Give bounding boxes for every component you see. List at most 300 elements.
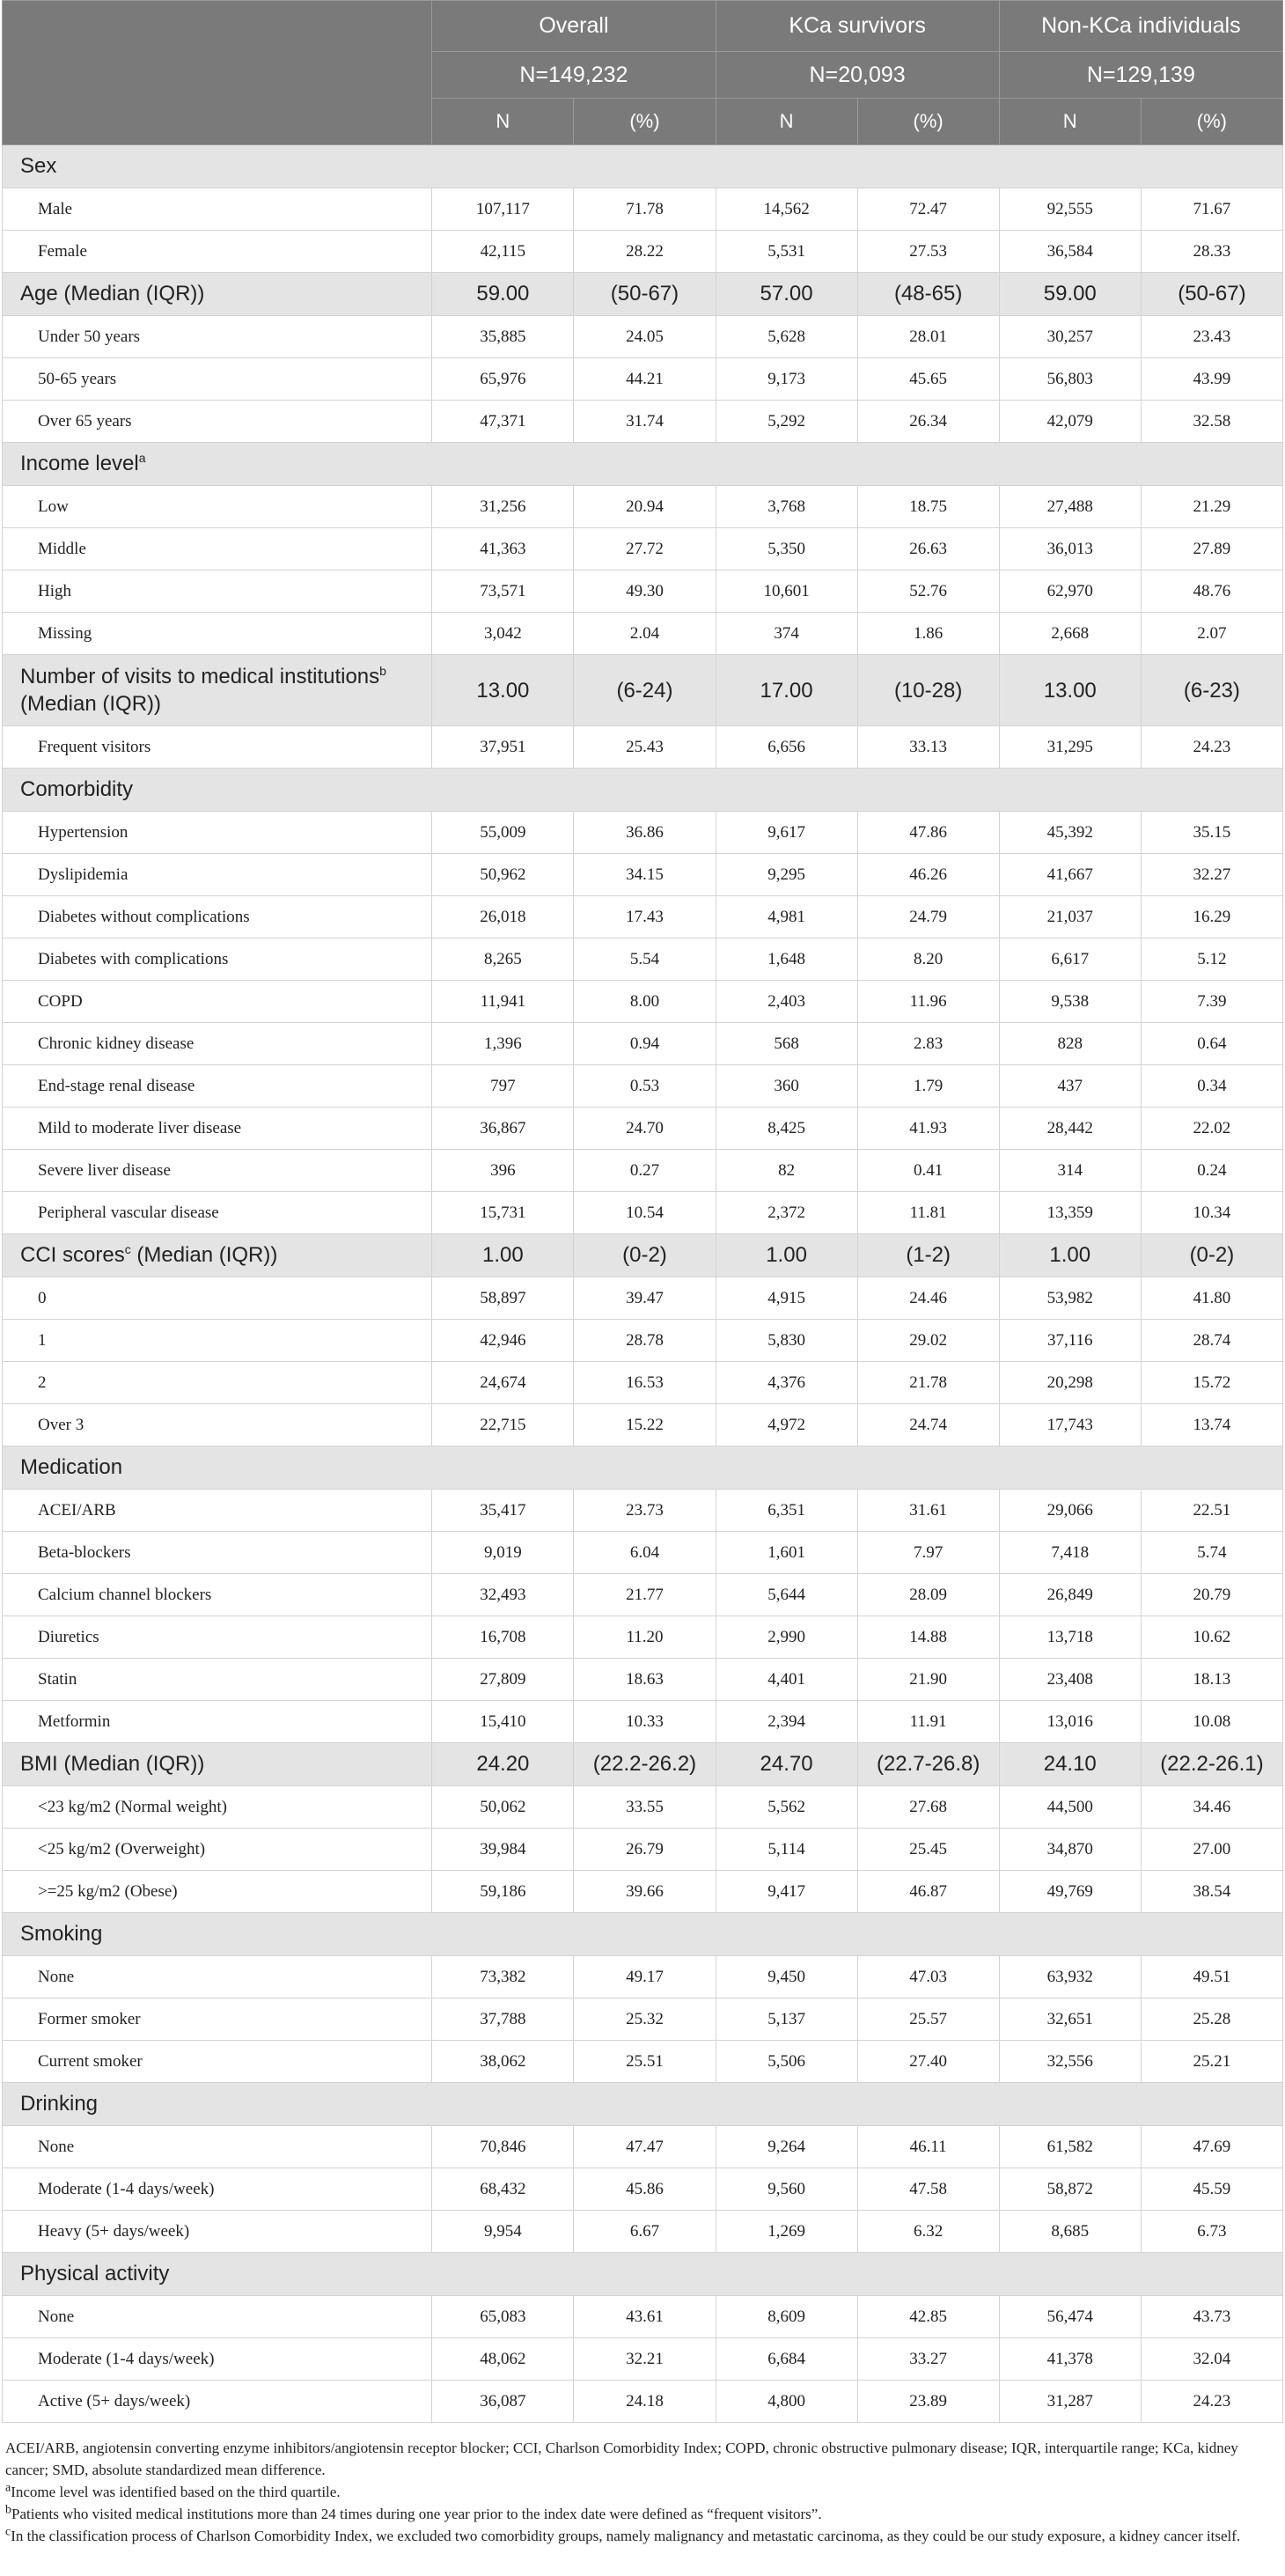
percent-cell: 22.51 — [1141, 1490, 1282, 1532]
table-row — [3, 854, 1283, 896]
count-cell: 27,809 — [432, 1659, 574, 1701]
median-summary-row — [3, 273, 1283, 316]
count-cell: 44,500 — [999, 1786, 1141, 1829]
iqr-value-cell: (0-2) — [574, 1234, 716, 1277]
percent-cell: 27.89 — [1141, 528, 1282, 570]
count-cell: 32,493 — [432, 1574, 574, 1616]
table-header — [3, 1, 1283, 145]
section-title — [3, 1446, 1283, 1490]
percent-cell: 2.07 — [1141, 613, 1282, 655]
section-title-text: Income level — [20, 452, 139, 475]
percent-cell: 26.63 — [857, 528, 999, 570]
count-cell: 437 — [999, 1065, 1141, 1108]
count-cell: 1,648 — [716, 938, 857, 981]
section-title — [3, 145, 1283, 188]
count-cell: 56,474 — [999, 2296, 1141, 2338]
percent-cell: 6.67 — [574, 2211, 716, 2253]
section-title — [3, 2253, 1283, 2296]
count-cell: 28,442 — [999, 1108, 1141, 1150]
count-cell: 42,115 — [432, 231, 574, 273]
count-cell: 4,915 — [716, 1277, 857, 1320]
percent-cell: 21.78 — [857, 1362, 999, 1404]
header-group-non-kca: Non-KCa individuals — [999, 1, 1282, 52]
percent-cell: 10.62 — [1141, 1616, 1282, 1659]
percent-cell: 28.78 — [574, 1320, 716, 1362]
table-row — [3, 1829, 1283, 1871]
table-row — [3, 1532, 1283, 1574]
percent-cell: 72.47 — [857, 188, 999, 231]
percent-cell: 24.18 — [574, 2381, 716, 2423]
count-cell: 22,715 — [432, 1404, 574, 1446]
percent-cell: 18.13 — [1141, 1659, 1282, 1701]
count-cell: 9,417 — [716, 1871, 857, 1913]
header-sub-n: N — [999, 99, 1141, 145]
percent-cell: 31.61 — [857, 1490, 999, 1532]
percent-cell: 41.93 — [857, 1108, 999, 1150]
median-summary-row — [3, 655, 1283, 726]
table-row — [3, 2296, 1283, 2338]
count-cell: 9,019 — [432, 1532, 574, 1574]
iqr-value-cell: (22.2-26.2) — [574, 1743, 716, 1786]
count-cell: 15,731 — [432, 1192, 574, 1234]
percent-cell: 25.32 — [574, 1998, 716, 2041]
row-label: Frequent visitors — [3, 726, 432, 769]
count-cell: 5,628 — [716, 316, 857, 358]
percent-cell: 16.53 — [574, 1362, 716, 1404]
count-cell: 9,264 — [716, 2126, 857, 2168]
percent-cell: 0.27 — [574, 1150, 716, 1192]
percent-cell: 2.04 — [574, 613, 716, 655]
percent-cell: 48.76 — [1141, 570, 1282, 613]
table-row — [3, 812, 1283, 854]
percent-cell: 32.27 — [1141, 854, 1282, 896]
iqr-value-cell: (0-2) — [1141, 1234, 1282, 1277]
count-cell: 396 — [432, 1150, 574, 1192]
iqr-value-cell: (22.7-26.8) — [857, 1743, 999, 1786]
table-row — [3, 1490, 1283, 1532]
count-cell: 70,846 — [432, 2126, 574, 2168]
table-row — [3, 1108, 1283, 1150]
count-cell: 9,617 — [716, 812, 857, 854]
median-summary-row — [3, 1234, 1283, 1277]
count-cell: 32,556 — [999, 2041, 1141, 2083]
count-cell: 65,083 — [432, 2296, 574, 2338]
count-cell: 14,562 — [716, 188, 857, 231]
count-cell: 37,116 — [999, 1320, 1141, 1362]
count-cell: 31,287 — [999, 2381, 1141, 2423]
row-label: Former smoker — [3, 1998, 432, 2041]
percent-cell: 17.43 — [574, 896, 716, 938]
row-label: Metformin — [3, 1701, 432, 1743]
count-cell: 3,042 — [432, 613, 574, 655]
count-cell: 39,984 — [432, 1829, 574, 1871]
section-title — [3, 2083, 1283, 2126]
count-cell: 2,990 — [716, 1616, 857, 1659]
percent-cell: 5.74 — [1141, 1532, 1282, 1574]
count-cell: 26,849 — [999, 1574, 1141, 1616]
count-cell: 47,371 — [432, 401, 574, 443]
section-title-text: Physical activity — [20, 2262, 170, 2285]
section-title-text: Medication — [20, 1455, 123, 1479]
percent-cell: 1.86 — [857, 613, 999, 655]
header-count-overall: N=149,232 — [432, 52, 716, 99]
percent-cell: 21.29 — [1141, 486, 1282, 528]
percent-cell: 2.83 — [857, 1023, 999, 1065]
row-label: Male — [3, 188, 432, 231]
percent-cell: 32.58 — [1141, 401, 1282, 443]
footnote-b — [5, 2503, 1280, 2525]
count-cell: 5,506 — [716, 2041, 857, 2083]
iqr-value-cell: (48-65) — [857, 273, 999, 316]
table-row — [3, 1320, 1283, 1362]
median-value-cell: 24.20 — [432, 1743, 574, 1786]
count-cell: 56,803 — [999, 358, 1141, 401]
count-cell: 59,186 — [432, 1871, 574, 1913]
median-row-label — [3, 1234, 432, 1277]
percent-cell: 25.45 — [857, 1829, 999, 1871]
count-cell: 41,363 — [432, 528, 574, 570]
count-cell: 11,941 — [432, 981, 574, 1023]
table-row — [3, 2338, 1283, 2381]
count-cell: 21,037 — [999, 896, 1141, 938]
row-label: ACEI/ARB — [3, 1490, 432, 1532]
count-cell: 360 — [716, 1065, 857, 1108]
iqr-value-cell: (50-67) — [574, 273, 716, 316]
percent-cell: 24.79 — [857, 896, 999, 938]
section-title-text: Sex — [20, 154, 57, 178]
row-label: Calcium channel blockers — [3, 1574, 432, 1616]
count-cell: 27,488 — [999, 486, 1141, 528]
percent-cell: 6.73 — [1141, 2211, 1282, 2253]
median-value-cell: 13.00 — [432, 655, 574, 726]
table-row — [3, 726, 1283, 769]
count-cell: 9,173 — [716, 358, 857, 401]
table-row — [3, 1150, 1283, 1192]
count-cell: 797 — [432, 1065, 574, 1108]
percent-cell: 25.51 — [574, 2041, 716, 2083]
percent-cell: 21.90 — [857, 1659, 999, 1701]
table-row — [3, 1065, 1283, 1108]
row-label: Heavy (5+ days/week) — [3, 2211, 432, 2253]
count-cell: 9,560 — [716, 2168, 857, 2211]
count-cell: 41,667 — [999, 854, 1141, 896]
percent-cell: 24.23 — [1141, 726, 1282, 769]
iqr-value-cell: (6-24) — [574, 655, 716, 726]
header-sub-n: N — [716, 99, 857, 145]
section-title — [3, 1913, 1283, 1956]
percent-cell: 25.28 — [1141, 1998, 1282, 2041]
count-cell: 13,016 — [999, 1701, 1141, 1743]
percent-cell: 43.61 — [574, 2296, 716, 2338]
count-cell: 9,954 — [432, 2211, 574, 2253]
count-cell: 58,897 — [432, 1277, 574, 1320]
iqr-value-cell: (10-28) — [857, 655, 999, 726]
row-label: Middle — [3, 528, 432, 570]
percent-cell: 24.46 — [857, 1277, 999, 1320]
count-cell: 4,401 — [716, 1659, 857, 1701]
row-label: 2 — [3, 1362, 432, 1404]
header-sub-pct: (%) — [857, 99, 999, 145]
count-cell: 10,601 — [716, 570, 857, 613]
row-label: Over 65 years — [3, 401, 432, 443]
percent-cell: 47.47 — [574, 2126, 716, 2168]
row-label: >=25 kg/m2 (Obese) — [3, 1871, 432, 1913]
median-value-cell: 1.00 — [716, 1234, 857, 1277]
footnote-text: In the classification process of Charlson Comorbidity Index, we excluded two comorbidity groups, namely malignancy and metastatic carcinoma, as they could be our study exposure, a kidney cancer itself. — [11, 2528, 1241, 2544]
row-label: Over 3 — [3, 1404, 432, 1446]
percent-cell: 34.46 — [1141, 1786, 1282, 1829]
row-label: Statin — [3, 1659, 432, 1701]
count-cell: 15,410 — [432, 1701, 574, 1743]
percent-cell: 7.97 — [857, 1532, 999, 1574]
percent-cell: 0.24 — [1141, 1150, 1282, 1192]
percent-cell: 11.96 — [857, 981, 999, 1023]
count-cell: 5,644 — [716, 1574, 857, 1616]
iqr-value-cell: (50-67) — [1141, 273, 1282, 316]
percent-cell: 27.53 — [857, 231, 999, 273]
count-cell: 5,531 — [716, 231, 857, 273]
percent-cell: 0.34 — [1141, 1065, 1282, 1108]
row-label: Missing — [3, 613, 432, 655]
footnote-abbreviations: ACEI/ARB, angiotensin converting enzyme inhibitors/angiotensin receptor blocker; CCI, Charlson Comorbidity Index; COPD, chronic obstructive pulmonary disease; IQR, interquartile range; KCa, kidney cancer; SMD, absolute standardized mean difference. — [5, 2440, 1238, 2478]
count-cell: 7,418 — [999, 1532, 1141, 1574]
count-cell: 4,981 — [716, 896, 857, 938]
table-row — [3, 2381, 1283, 2423]
row-label: Diuretics — [3, 1616, 432, 1659]
percent-cell: 0.53 — [574, 1065, 716, 1108]
table-row — [3, 528, 1283, 570]
percent-cell: 20.94 — [574, 486, 716, 528]
table-row — [3, 1574, 1283, 1616]
percent-cell: 32.21 — [574, 2338, 716, 2381]
row-label: Mild to moderate liver disease — [3, 1108, 432, 1150]
count-cell: 828 — [999, 1023, 1141, 1065]
table-row — [3, 1956, 1283, 1998]
header-sub-pct: (%) — [1141, 99, 1282, 145]
baseline-characteristics-table — [2, 0, 1283, 2423]
median-label-text: Number of visits to medical institutions — [20, 665, 380, 688]
percent-cell: 10.34 — [1141, 1192, 1282, 1234]
count-cell: 37,788 — [432, 1998, 574, 2041]
footnote-marker: a — [138, 451, 146, 465]
count-cell: 68,432 — [432, 2168, 574, 2211]
count-cell: 314 — [999, 1150, 1141, 1192]
footnote-a — [5, 2481, 1280, 2503]
row-label: Hypertension — [3, 812, 432, 854]
table-row — [3, 1192, 1283, 1234]
header-sub-pct: (%) — [574, 99, 716, 145]
count-cell: 1,269 — [716, 2211, 857, 2253]
count-cell: 5,114 — [716, 1829, 857, 1871]
row-label: Female — [3, 231, 432, 273]
percent-cell: 46.26 — [857, 854, 999, 896]
count-cell: 9,538 — [999, 981, 1141, 1023]
count-cell: 65,976 — [432, 358, 574, 401]
row-label: 50-65 years — [3, 358, 432, 401]
percent-cell: 39.47 — [574, 1277, 716, 1320]
footnote-text: Income level was identified based on the third quartile. — [11, 2484, 341, 2500]
count-cell: 4,800 — [716, 2381, 857, 2423]
percent-cell: 23.89 — [857, 2381, 999, 2423]
row-label: Moderate (1-4 days/week) — [3, 2338, 432, 2381]
header-blank-cell — [3, 1, 432, 145]
row-label: None — [3, 2126, 432, 2168]
percent-cell: 0.64 — [1141, 1023, 1282, 1065]
percent-cell: 18.75 — [857, 486, 999, 528]
section-title — [3, 443, 1283, 486]
percent-cell: 25.43 — [574, 726, 716, 769]
header-count-non-kca: N=129,139 — [999, 52, 1282, 99]
row-label: Chronic kidney disease — [3, 1023, 432, 1065]
percent-cell: 11.91 — [857, 1701, 999, 1743]
percent-cell: 11.20 — [574, 1616, 716, 1659]
count-cell: 53,982 — [999, 1277, 1141, 1320]
count-cell: 42,079 — [999, 401, 1141, 443]
section-title-text: Smoking — [20, 1922, 103, 1946]
count-cell: 8,265 — [432, 938, 574, 981]
count-cell: 13,718 — [999, 1616, 1141, 1659]
row-label: Low — [3, 486, 432, 528]
percent-cell: 14.88 — [857, 1616, 999, 1659]
count-cell: 5,292 — [716, 401, 857, 443]
percent-cell: 5.54 — [574, 938, 716, 981]
median-value-cell: 24.10 — [999, 1743, 1141, 1786]
count-cell: 6,656 — [716, 726, 857, 769]
percent-cell: 31.74 — [574, 401, 716, 443]
count-cell: 42,946 — [432, 1320, 574, 1362]
median-value-cell: 17.00 — [716, 655, 857, 726]
count-cell: 36,584 — [999, 231, 1141, 273]
percent-cell: 71.78 — [574, 188, 716, 231]
percent-cell: 5.12 — [1141, 938, 1282, 981]
percent-cell: 28.74 — [1141, 1320, 1282, 1362]
percent-cell: 27.00 — [1141, 1829, 1282, 1871]
percent-cell: 18.63 — [574, 1659, 716, 1701]
footnote-c — [5, 2525, 1280, 2547]
table-row — [3, 316, 1283, 358]
percent-cell: 39.66 — [574, 1871, 716, 1913]
percent-cell: 11.81 — [857, 1192, 999, 1234]
percent-cell: 49.51 — [1141, 1956, 1282, 1998]
section-header-row — [3, 2083, 1283, 2126]
count-cell: 62,970 — [999, 570, 1141, 613]
count-cell: 2,372 — [716, 1192, 857, 1234]
section-header-row — [3, 443, 1283, 486]
percent-cell: 46.11 — [857, 2126, 999, 2168]
percent-cell: 13.74 — [1141, 1404, 1282, 1446]
percent-cell: 24.70 — [574, 1108, 716, 1150]
count-cell: 9,295 — [716, 854, 857, 896]
section-header-row — [3, 145, 1283, 188]
count-cell: 45,392 — [999, 812, 1141, 854]
percent-cell: 0.94 — [574, 1023, 716, 1065]
median-label-text: BMI (Median (IQR)) — [20, 1752, 205, 1776]
percent-cell: 38.54 — [1141, 1871, 1282, 1913]
percent-cell: 26.34 — [857, 401, 999, 443]
count-cell: 36,867 — [432, 1108, 574, 1150]
percent-cell: 45.65 — [857, 358, 999, 401]
count-cell: 24,674 — [432, 1362, 574, 1404]
median-value-cell: 59.00 — [432, 273, 574, 316]
percent-cell: 8.00 — [574, 981, 716, 1023]
footnote-marker: b — [5, 2503, 11, 2517]
count-cell: 34,870 — [999, 1829, 1141, 1871]
percent-cell: 25.21 — [1141, 2041, 1282, 2083]
count-cell: 13,359 — [999, 1192, 1141, 1234]
row-label: Dyslipidemia — [3, 854, 432, 896]
table-row — [3, 613, 1283, 655]
table-footnotes — [5, 2437, 1280, 2547]
section-header-row — [3, 1913, 1283, 1956]
count-cell: 5,137 — [716, 1998, 857, 2041]
count-cell: 55,009 — [432, 812, 574, 854]
count-cell: 82 — [716, 1150, 857, 1192]
count-cell: 20,298 — [999, 1362, 1141, 1404]
row-label: Active (5+ days/week) — [3, 2381, 432, 2423]
table-row — [3, 2041, 1283, 2083]
percent-cell: 0.41 — [857, 1150, 999, 1192]
table-row — [3, 1362, 1283, 1404]
count-cell: 2,668 — [999, 613, 1141, 655]
percent-cell: 49.17 — [574, 1956, 716, 1998]
row-label: Diabetes with complications — [3, 938, 432, 981]
percent-cell: 41.80 — [1141, 1277, 1282, 1320]
count-cell: 8,425 — [716, 1108, 857, 1150]
count-cell: 1,396 — [432, 1023, 574, 1065]
percent-cell: 33.27 — [857, 2338, 999, 2381]
count-cell: 61,582 — [999, 2126, 1141, 2168]
row-label: None — [3, 1956, 432, 1998]
percent-cell: 47.03 — [857, 1956, 999, 1998]
header-count-kca-survivors: N=20,093 — [716, 52, 999, 99]
percent-cell: 15.72 — [1141, 1362, 1282, 1404]
median-label-text: Age (Median (IQR)) — [20, 282, 205, 305]
median-value-cell: 57.00 — [716, 273, 857, 316]
count-cell: 63,932 — [999, 1956, 1141, 1998]
percent-cell: 42.85 — [857, 2296, 999, 2338]
count-cell: 49,769 — [999, 1871, 1141, 1913]
table-row — [3, 1786, 1283, 1829]
count-cell: 8,685 — [999, 2211, 1141, 2253]
count-cell: 5,562 — [716, 1786, 857, 1829]
percent-cell: 20.79 — [1141, 1574, 1282, 1616]
table-row — [3, 1871, 1283, 1913]
count-cell: 48,062 — [432, 2338, 574, 2381]
row-label: Moderate (1-4 days/week) — [3, 2168, 432, 2211]
table-row — [3, 1616, 1283, 1659]
count-cell: 23,408 — [999, 1659, 1141, 1701]
percent-cell: 24.05 — [574, 316, 716, 358]
percent-cell: 1.79 — [857, 1065, 999, 1108]
row-label: Under 50 years — [3, 316, 432, 358]
percent-cell: 45.86 — [574, 2168, 716, 2211]
percent-cell: 10.08 — [1141, 1701, 1282, 1743]
percent-cell: 71.67 — [1141, 188, 1282, 231]
table-row — [3, 1023, 1283, 1065]
count-cell: 374 — [716, 613, 857, 655]
table-row — [3, 2126, 1283, 2168]
percent-cell: 29.02 — [857, 1320, 999, 1362]
count-cell: 107,117 — [432, 188, 574, 231]
table-row — [3, 358, 1283, 401]
median-label-suffix: (Median (IQR)) — [130, 1243, 278, 1267]
footnote-marker: c — [5, 2525, 11, 2539]
median-label-line2: (Median (IQR)) — [20, 692, 162, 716]
table-row — [3, 486, 1283, 528]
median-row-label — [3, 1743, 432, 1786]
percent-cell: 25.57 — [857, 1998, 999, 2041]
percent-cell: 7.39 — [1141, 981, 1282, 1023]
